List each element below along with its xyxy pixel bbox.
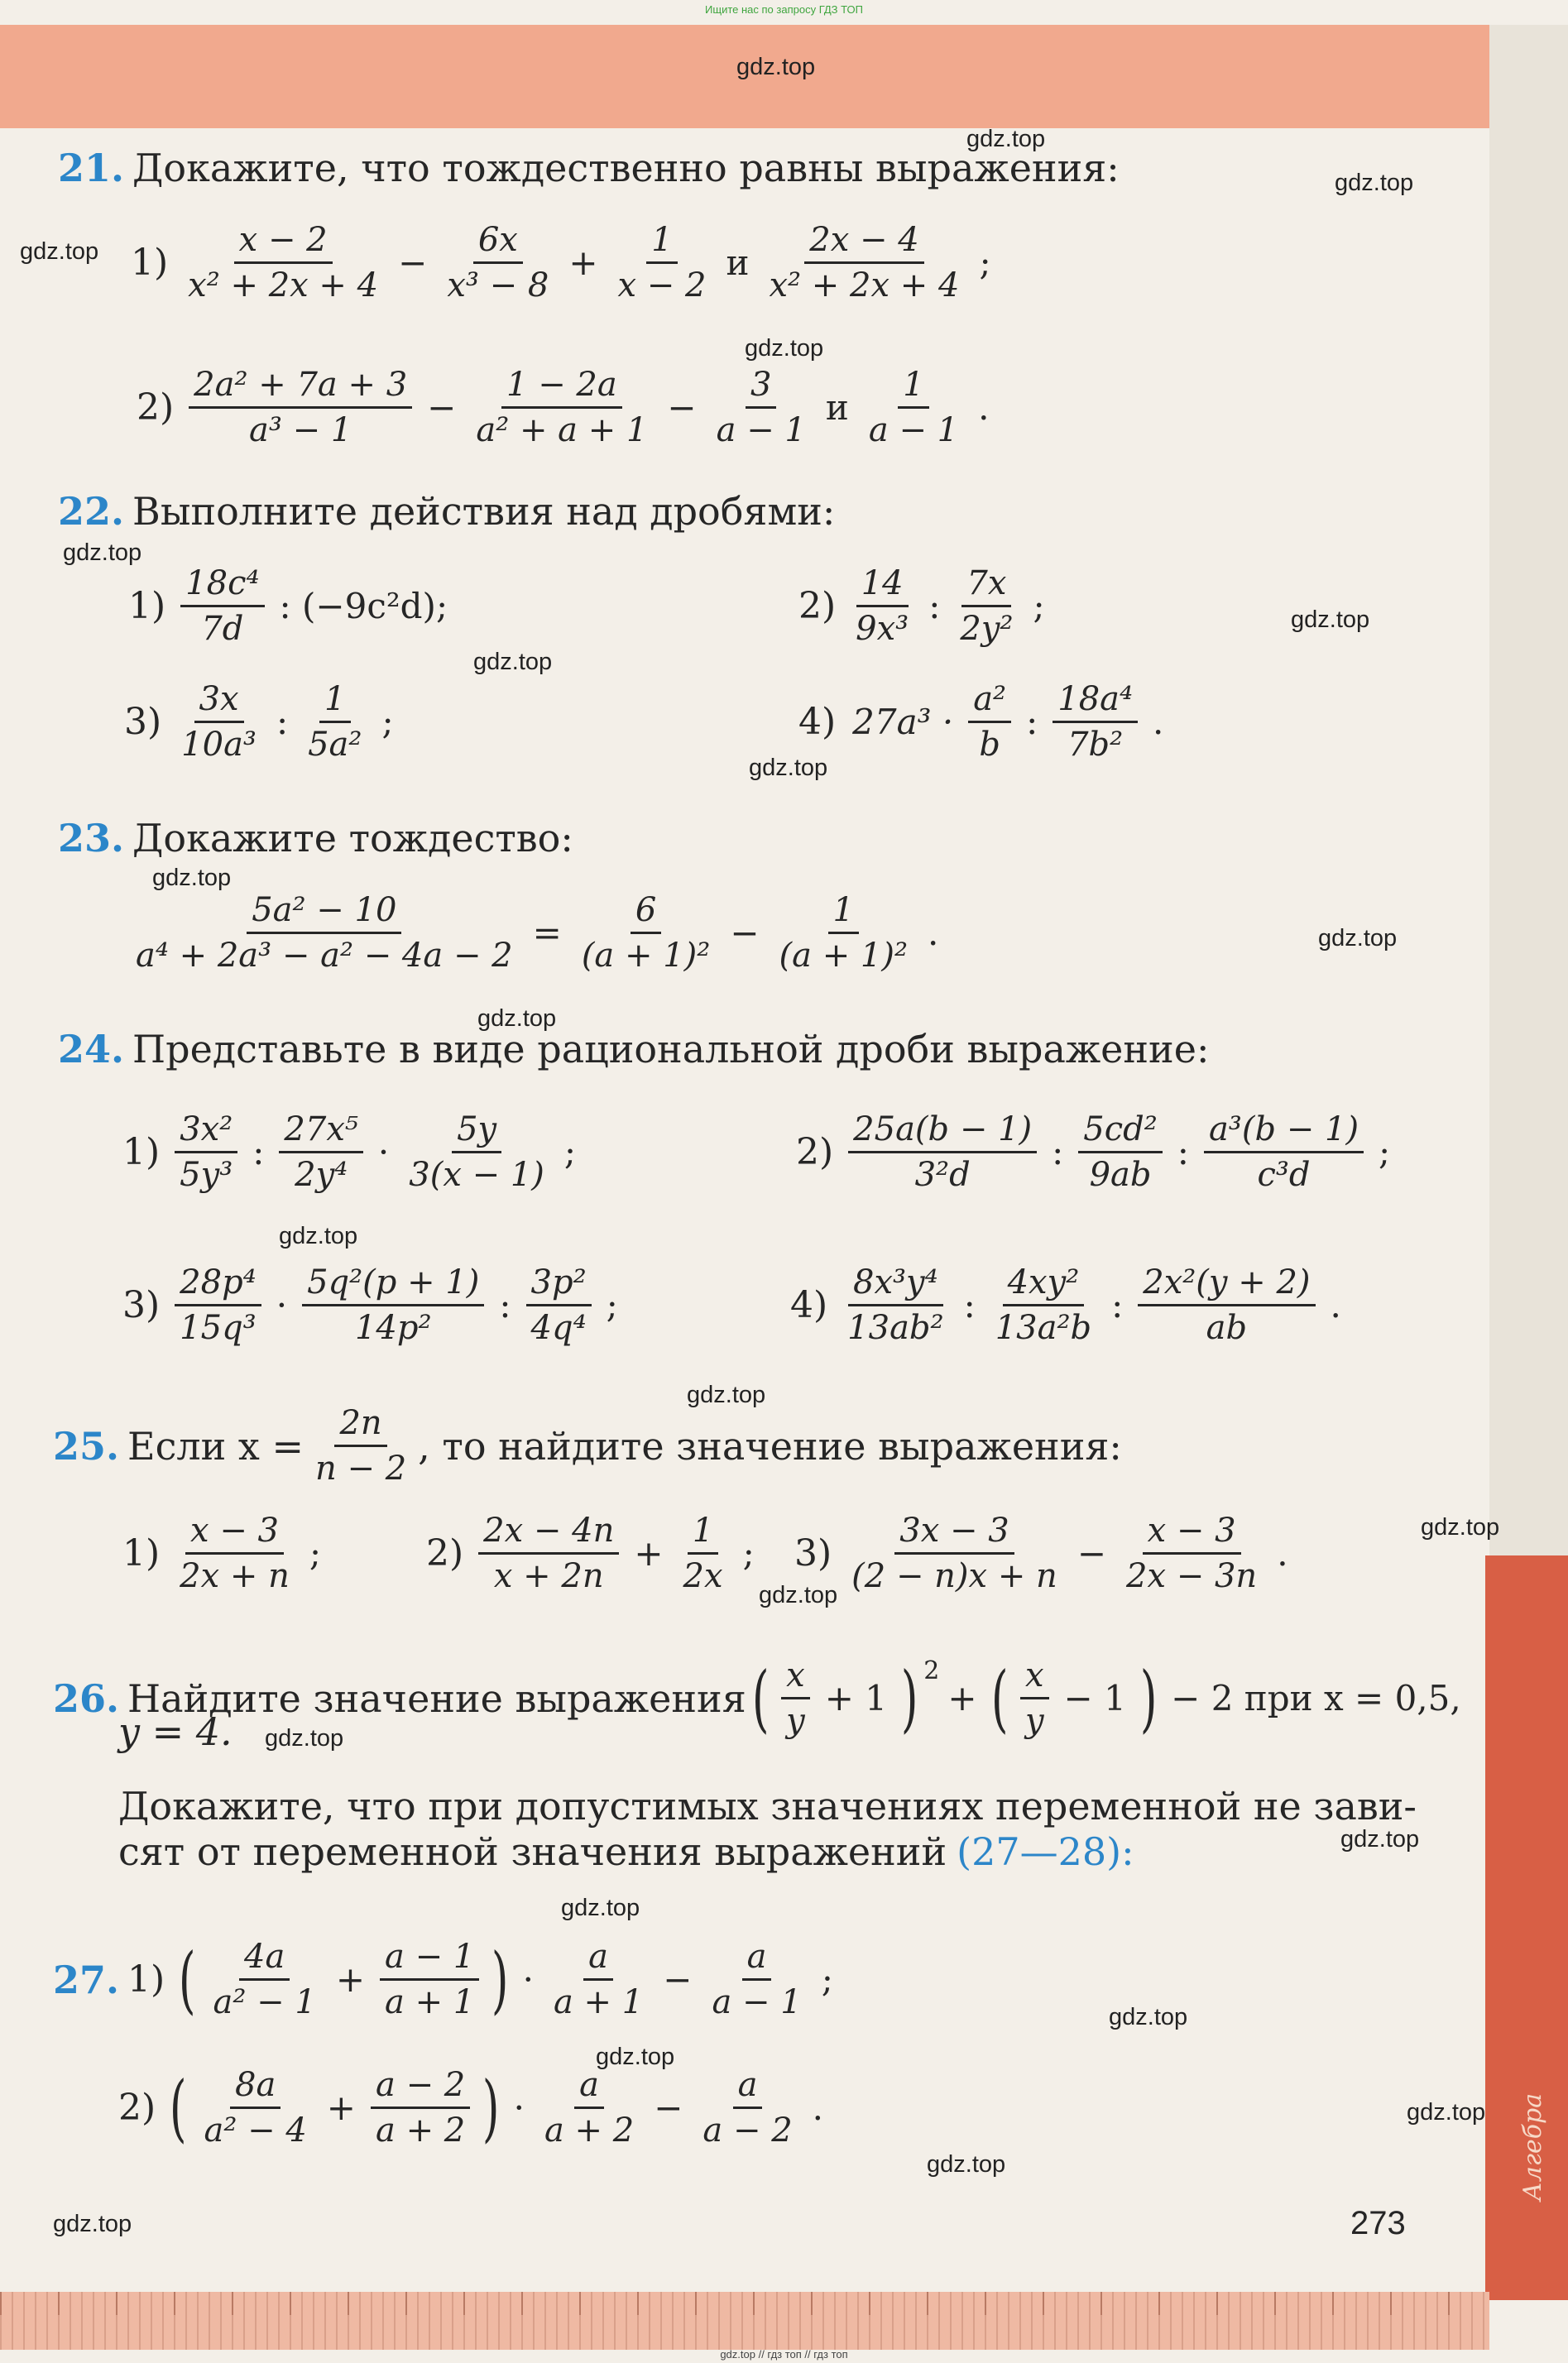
math-token: 15q³ — [180, 1309, 257, 1347]
fraction — [955, 564, 1018, 648]
math-token: : — [252, 1131, 265, 1172]
problem-23-heading — [58, 816, 573, 860]
math-token: − — [663, 1958, 693, 2000]
math-token: a − 1 — [380, 1940, 479, 1981]
math-token: 3x² — [175, 1113, 237, 1153]
math-token: ; — [821, 1958, 833, 2000]
watermark: gdz.top — [736, 54, 816, 80]
problem-22-item-1 — [128, 564, 456, 648]
watermark: gdz.top — [687, 1382, 766, 1408]
math-token: ) — [491, 1936, 509, 2022]
problem-number: 21. — [58, 146, 125, 190]
math-token: 2x + n — [180, 1557, 290, 1595]
fraction — [968, 680, 1011, 764]
math-token: 13a²b — [995, 1309, 1092, 1347]
math-token: · — [377, 1131, 390, 1172]
fraction — [842, 1263, 948, 1347]
math-token: (a + 1)² — [779, 937, 909, 975]
math-token: 25a(b − 1) — [848, 1113, 1037, 1153]
watermark: gdz.top — [927, 2151, 1006, 2178]
math-token: 2n — [334, 1407, 386, 1447]
watermark: gdz.top — [1335, 170, 1414, 196]
fraction — [577, 891, 716, 975]
math-token: a³(b − 1) — [1204, 1113, 1364, 1153]
math-token: и — [825, 386, 849, 428]
fraction — [848, 1110, 1037, 1194]
math-token: 2x²(y + 2) — [1138, 1266, 1315, 1306]
math-token: 18a⁴ — [1053, 683, 1138, 723]
math-token: 1 — [688, 1514, 718, 1555]
math-token: . — [928, 912, 939, 953]
math-token: 3 — [746, 368, 776, 409]
problem-25-heading — [53, 1404, 1122, 1488]
math-token: ( — [990, 1655, 1009, 1741]
math-token: и — [726, 242, 750, 283]
math-token: 1 — [646, 223, 677, 264]
math-token: + — [335, 1958, 366, 2000]
math-token: 4) — [798, 700, 837, 743]
fraction — [183, 223, 383, 302]
watermark: gdz.top — [473, 649, 553, 675]
math-token: (a + 1)² — [581, 937, 711, 975]
problem-number: 27. — [53, 1957, 120, 2002]
fraction — [303, 680, 367, 764]
math-token: ; — [381, 701, 394, 742]
fraction — [175, 1263, 261, 1347]
problem-statement: Если x = — [127, 1423, 304, 1469]
fraction — [526, 1263, 592, 1347]
math-token: 1) — [128, 584, 166, 627]
math-token: a² − 4 — [204, 2111, 307, 2150]
problem-23-identity — [124, 891, 947, 975]
problem-27-item-2 — [118, 2064, 832, 2150]
problem-22-heading — [58, 489, 836, 534]
watermark: gdz.top — [1340, 1826, 1420, 1853]
fraction — [442, 223, 554, 302]
math-token: a − 2 — [371, 2068, 470, 2109]
math-token: x — [1020, 1659, 1049, 1699]
watermark: gdz.top — [1109, 2004, 1188, 2030]
math-token: ; — [979, 242, 991, 283]
math-token: 2 — [923, 1656, 940, 1685]
math-token: . — [1153, 701, 1164, 742]
math-token: x − 2 — [234, 223, 333, 264]
fraction — [864, 368, 963, 447]
math-token: 7x — [961, 567, 1011, 607]
math-token: − — [654, 2087, 683, 2128]
fraction — [679, 1514, 728, 1593]
problem-statement: Докажите тождество: — [132, 816, 573, 860]
math-token: a — [574, 2068, 604, 2109]
fraction — [698, 2066, 797, 2150]
fraction — [851, 564, 913, 648]
fraction — [380, 1940, 479, 2019]
watermark: gdz.top — [1291, 606, 1370, 633]
math-token: ) — [1139, 1655, 1158, 1741]
problem-number: 26. — [53, 1675, 120, 1721]
math-token: 5y³ — [180, 1156, 233, 1194]
math-token: 7d — [201, 610, 244, 648]
math-token: a⁴ + 2a³ − a² − 4a − 2 — [136, 937, 513, 975]
math-token: 3(x − 1) — [409, 1156, 544, 1194]
fraction — [712, 368, 811, 447]
section-tab — [1485, 1555, 1568, 2300]
math-token: 2x — [683, 1557, 723, 1595]
fraction — [131, 891, 518, 975]
math-token: : — [963, 1284, 976, 1325]
math-token: 13ab² — [847, 1309, 944, 1347]
math-token: 4) — [790, 1283, 828, 1326]
fraction — [310, 1404, 411, 1488]
math-token: − 1 — [1063, 1677, 1126, 1718]
fraction — [1204, 1110, 1364, 1194]
math-token: + — [568, 242, 598, 283]
fraction — [199, 2066, 312, 2150]
math-token: 14p² — [354, 1309, 432, 1347]
math-token: ; — [606, 1284, 618, 1325]
fraction — [990, 1263, 1096, 1347]
math-token: 3p² — [526, 1266, 592, 1306]
math-token: 9ab — [1089, 1156, 1152, 1194]
problem-26-line-2: y = 4. — [118, 1709, 233, 1754]
math-token: a — [742, 1940, 772, 1981]
math-token: − — [1077, 1532, 1107, 1574]
fraction — [1053, 680, 1138, 764]
math-token: ( — [179, 1936, 196, 2022]
math-token: x² + 2x + 4 — [769, 266, 960, 304]
math-token: 27a³ · — [852, 701, 954, 742]
math-token: x — [781, 1659, 810, 1699]
fraction — [781, 1656, 810, 1740]
math-token: : — [1026, 701, 1038, 742]
intro-line-2: сят от переменной значения выражений (27—28): — [118, 1829, 1134, 1874]
intro-line-1: Докажите, что при допустимых значениях переменной не зави- — [118, 1784, 1417, 1829]
watermark: gdz.top — [265, 1725, 344, 1752]
math-token: 2y⁴ — [295, 1156, 348, 1194]
fraction — [209, 1940, 321, 2019]
math-token: − — [398, 242, 428, 283]
watermark: gdz.top — [1421, 1514, 1500, 1541]
problem-statement: Найдите значение выражения — [127, 1675, 746, 1721]
math-token: a − 1 — [712, 1983, 802, 2021]
math-token: 2a² + 7a + 3 — [189, 368, 412, 409]
math-token: (2 − n)x + n — [851, 1557, 1057, 1595]
math-token: + — [634, 1532, 664, 1574]
math-token: 2) — [798, 584, 837, 627]
math-token: : — [276, 701, 289, 742]
math-token: 2y² — [960, 610, 1014, 648]
math-token: a — [583, 1940, 613, 1981]
problem-21-heading — [58, 146, 1120, 190]
fraction — [1121, 1514, 1262, 1593]
math-token: ; — [1379, 1131, 1391, 1172]
math-token: : — [1052, 1131, 1064, 1172]
watermark: gdz.top — [152, 865, 232, 891]
math-token: 2) — [118, 2086, 156, 2129]
item-label: 1) — [131, 241, 169, 284]
math-token: 6 — [631, 894, 661, 934]
watermark: gdz.top — [1318, 925, 1398, 951]
watermark: gdz.top — [53, 2211, 132, 2237]
watermark: gdz.top — [1407, 2099, 1486, 2126]
math-token: + — [326, 2087, 356, 2128]
problem-number: 25. — [53, 1423, 120, 1469]
problem-statement: , то найдите значение выражения: — [418, 1423, 1122, 1469]
math-token: 1) — [127, 1958, 165, 2001]
math-token: a² + a + 1 — [476, 411, 648, 449]
fraction — [175, 1110, 237, 1194]
math-token: 3) — [124, 700, 162, 743]
problem-number: 23. — [58, 816, 125, 860]
math-token: 9x³ — [856, 610, 909, 648]
watermark: gdz.top — [759, 1582, 838, 1608]
math-token: 18c⁴ — [180, 567, 264, 607]
math-token: . — [978, 386, 990, 428]
math-token: − 2 при x = 0,5, — [1171, 1677, 1461, 1718]
math-token: 4q⁴ — [530, 1309, 587, 1347]
math-token: c³d — [1257, 1156, 1311, 1194]
math-token: 3) — [794, 1531, 832, 1575]
math-token: 5q²(p + 1) — [302, 1266, 484, 1306]
math-token: 2x − 4n — [478, 1514, 619, 1555]
math-token: 4xy² — [1003, 1266, 1085, 1306]
math-token: 1 — [898, 368, 928, 409]
math-token: a² — [968, 683, 1011, 723]
math-token: : — [928, 585, 941, 626]
fraction — [404, 1110, 549, 1194]
problem-number: 24. — [58, 1027, 125, 1071]
math-token: 3) — [122, 1283, 161, 1326]
problem-22-item-4 — [798, 680, 1172, 764]
math-token: : (−9c²d); — [279, 585, 448, 626]
watermark: gdz.top — [749, 755, 828, 781]
fraction — [846, 1514, 1062, 1593]
math-token: 1 — [319, 683, 350, 723]
math-token: ) — [900, 1655, 918, 1741]
fraction — [478, 1514, 619, 1593]
watermark: gdz.top — [63, 539, 142, 566]
math-token: 7b² — [1067, 726, 1124, 764]
math-token: · — [522, 1958, 534, 2000]
math-token: a − 1 — [868, 411, 959, 449]
fraction — [1020, 1656, 1049, 1740]
fraction — [180, 564, 264, 648]
math-token: x³ − 8 — [447, 266, 549, 304]
math-token: 1 − 2a — [501, 368, 622, 409]
problem-22-item-2 — [798, 564, 1053, 648]
fraction — [707, 1940, 806, 2019]
math-token: ; — [742, 1532, 755, 1574]
math-token: 6x — [473, 223, 523, 264]
math-token: a − 1 — [716, 411, 806, 449]
fraction — [189, 368, 412, 447]
math-token: . — [812, 2087, 824, 2128]
math-token: ; — [309, 1532, 322, 1574]
math-token: − — [427, 386, 457, 428]
math-token: : — [1177, 1131, 1189, 1172]
math-token: n − 2 — [314, 1450, 407, 1488]
watermark: gdz.top — [20, 238, 99, 265]
math-token: b — [979, 726, 1000, 764]
fraction — [302, 1263, 484, 1347]
math-token: · — [276, 1284, 288, 1325]
problem-21-item-2 — [137, 368, 997, 447]
item-label: 2) — [137, 386, 175, 429]
math-token: 2) — [796, 1130, 834, 1173]
math-token: 5a² − 10 — [247, 894, 401, 934]
math-token: 2x − 3n — [1126, 1557, 1258, 1595]
fraction — [279, 1110, 363, 1194]
math-token: a + 2 — [376, 2111, 466, 2150]
watermark: gdz.top — [477, 1005, 557, 1032]
problem-25-item-2 — [426, 1514, 763, 1593]
problem-24-item-3 — [122, 1263, 626, 1347]
math-token: 1) — [122, 1531, 161, 1575]
section-tab-label: Алгебра — [1518, 2092, 1547, 2201]
math-token: 28p⁴ — [175, 1266, 261, 1306]
fraction — [371, 2066, 470, 2150]
math-token: 4a — [239, 1940, 290, 1981]
problem-statement: Докажите, что тождественно равны выражения: — [132, 146, 1120, 190]
math-token: 5cd² — [1078, 1113, 1163, 1153]
problem-24-item-1 — [122, 1110, 584, 1194]
math-token: ab — [1206, 1309, 1248, 1347]
math-token: 3x − 3 — [894, 1514, 1014, 1555]
math-token: 27x⁵ — [279, 1113, 363, 1153]
problem-statement: Выполните действия над дробями: — [132, 489, 836, 534]
math-token: x − 3 — [185, 1514, 284, 1555]
math-token: x − 2 — [617, 266, 707, 304]
problem-27-item-1 — [53, 1936, 842, 2022]
fraction — [539, 2066, 639, 2150]
math-token: a − 2 — [702, 2111, 793, 2150]
watermark: gdz.top — [745, 335, 824, 362]
math-token: a³ − 1 — [249, 411, 352, 449]
math-token: x + 2n — [493, 1557, 604, 1595]
problem-25-item-1 — [122, 1514, 329, 1593]
math-token: · — [513, 2087, 525, 2128]
problem-number: 22. — [58, 489, 125, 534]
math-token: y — [1024, 1702, 1044, 1740]
fraction — [764, 223, 964, 302]
math-token: 10a³ — [181, 726, 257, 764]
watermark: gdz.top — [596, 2044, 675, 2070]
problem-25-item-3 — [794, 1514, 1297, 1593]
math-token: x − 3 — [1143, 1514, 1241, 1555]
math-token: a² − 1 — [213, 1983, 316, 2021]
fraction — [471, 368, 652, 447]
math-token: x² + 2x + 4 — [188, 266, 379, 304]
fraction — [774, 891, 913, 975]
watermark: gdz.top — [279, 1223, 358, 1249]
math-token: ) — [482, 2064, 500, 2150]
math-token: . — [1277, 1532, 1288, 1574]
fraction — [1078, 1110, 1163, 1194]
problem-22-item-3 — [124, 680, 402, 764]
math-token: a + 1 — [385, 1983, 475, 2021]
math-token: y — [786, 1702, 805, 1740]
math-token: . — [1330, 1284, 1341, 1325]
math-token: − — [667, 386, 697, 428]
problem-24-heading — [58, 1027, 1210, 1071]
math-token: = — [532, 912, 562, 953]
page-number: 273 — [1350, 2205, 1406, 2241]
math-token: 5a² — [308, 726, 362, 764]
math-token: 1) — [122, 1130, 161, 1173]
fraction — [175, 1514, 295, 1593]
math-token: a + 2 — [544, 2111, 635, 2150]
math-token: 8a — [230, 2068, 281, 2109]
math-token: a + 1 — [553, 1983, 644, 2021]
math-token: − — [730, 912, 760, 953]
math-token: + 1 — [824, 1677, 887, 1718]
fraction — [176, 680, 261, 764]
bottom-note: gdz.top // гдз топ // гдз топ — [720, 2348, 848, 2361]
problem-21-item-1 — [131, 223, 1000, 302]
top-note: Ищите нас по запросу ГДЗ ТОП — [705, 3, 863, 16]
watermark: gdz.top — [561, 1895, 640, 1921]
math-token: 1 — [828, 894, 859, 934]
math-token: ; — [1033, 585, 1045, 626]
watermark: gdz.top — [966, 126, 1046, 152]
math-token: ( — [751, 1655, 770, 1741]
math-token: 8x³y⁴ — [848, 1266, 943, 1306]
math-token: 2) — [426, 1531, 464, 1575]
math-token: : — [499, 1284, 511, 1325]
math-token: ( — [170, 2064, 187, 2150]
math-token: 3²d — [914, 1156, 971, 1194]
fraction — [549, 1940, 648, 2019]
problem-24-item-4 — [790, 1263, 1350, 1347]
math-token: 14 — [856, 567, 909, 607]
math-token: 3x — [194, 683, 244, 723]
fraction — [613, 223, 712, 302]
math-token: 2x − 4 — [804, 223, 923, 264]
problem-statement: Представьте в виде рациональной дроби выражение: — [132, 1027, 1210, 1071]
math-token: ; — [563, 1131, 577, 1172]
ruler-ticks — [0, 2292, 1489, 2315]
fraction — [1138, 1263, 1315, 1347]
math-token: : — [1111, 1284, 1124, 1325]
math-token: 5y — [452, 1113, 501, 1153]
problem-24-item-2 — [796, 1110, 1398, 1194]
math-token: + — [947, 1677, 977, 1718]
math-token: a — [733, 2068, 763, 2109]
